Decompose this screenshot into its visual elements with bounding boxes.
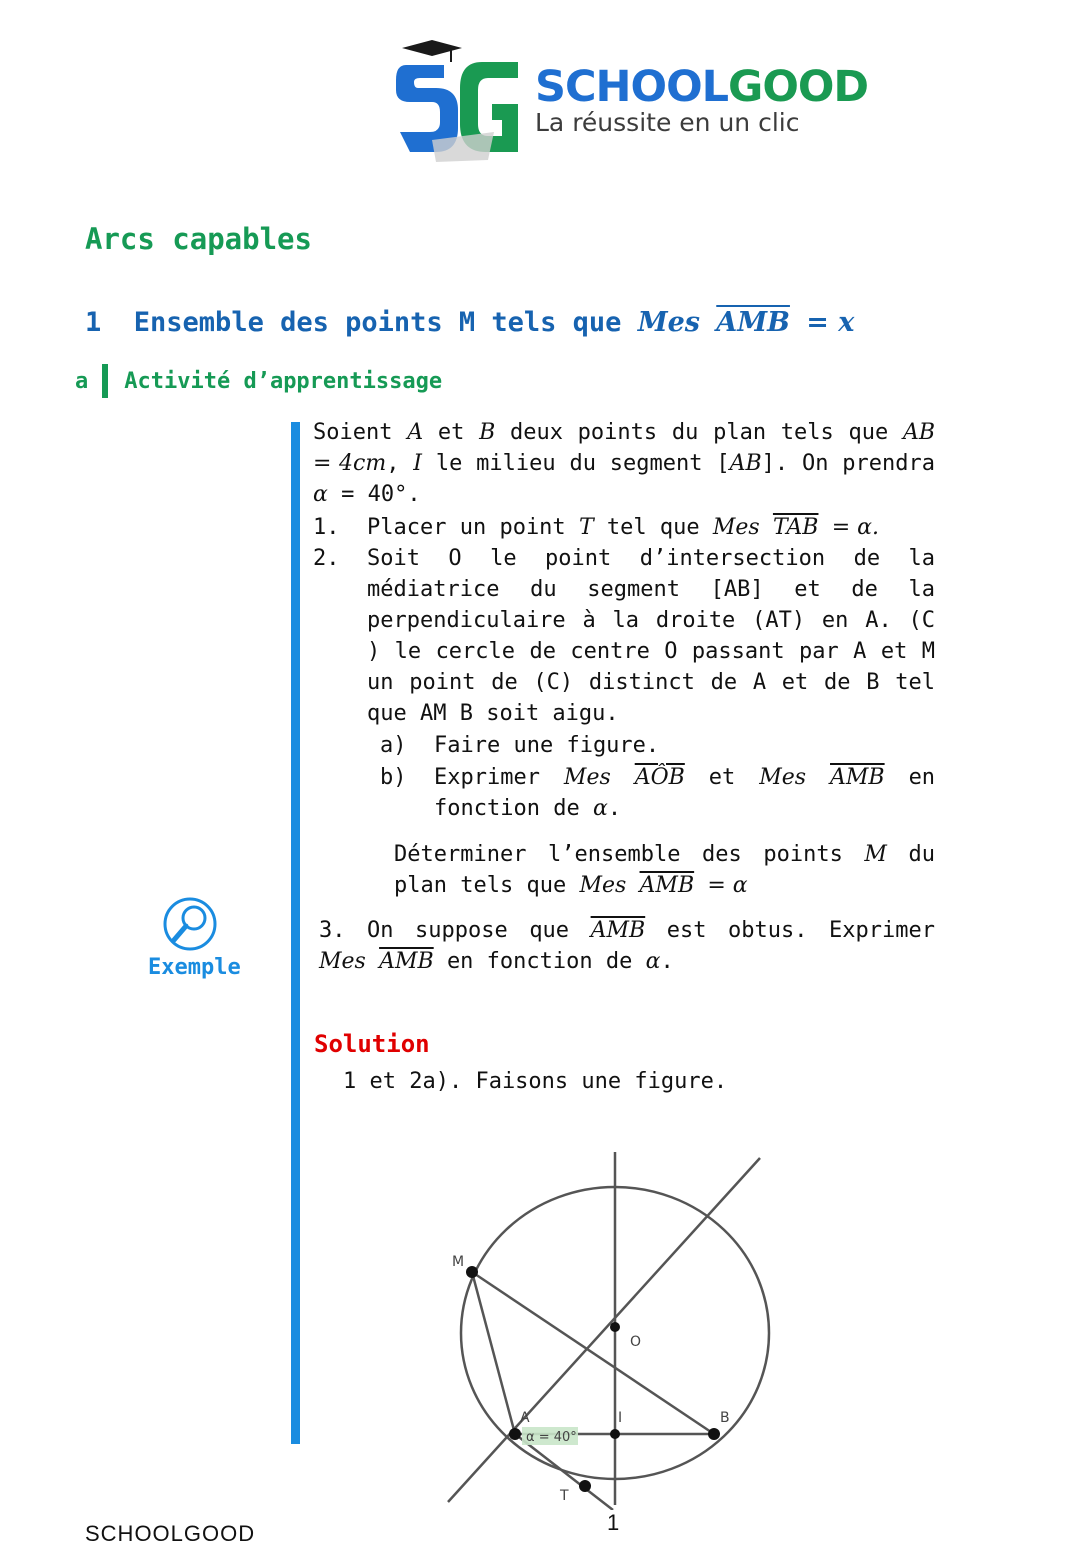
subsection-letter: a bbox=[75, 368, 89, 394]
label-i: I bbox=[618, 1410, 623, 1426]
page-number: 1 bbox=[607, 1510, 620, 1535]
sg-logo-icon bbox=[392, 40, 532, 165]
point-t bbox=[579, 1480, 591, 1492]
point-a bbox=[509, 1428, 521, 1440]
question-end: . bbox=[660, 949, 674, 974]
question-text: Placer un point bbox=[367, 515, 566, 540]
brand-tagline: La réussite en un clic bbox=[535, 108, 800, 137]
magnifier-icon bbox=[162, 896, 218, 952]
question-text: du plan tels que bbox=[394, 842, 936, 898]
label-m: M bbox=[452, 1254, 465, 1270]
formula-mes: Mes bbox=[712, 515, 760, 540]
question-text: Soit O le point d’intersection de la médiatrice du segment [AB] et de la perpendiculaire à la droite (AT) en A. (C ) le cercle de centre O passant par A et M un point de (C) distinct de A et de B tel que AM B soit aigu. bbox=[367, 546, 935, 726]
formula-angle: $\overline{AMB}$ bbox=[379, 949, 434, 974]
section-text: Ensemble des points M tels que bbox=[133, 307, 622, 338]
label-a: A bbox=[520, 1410, 530, 1426]
intro-text: le milieu du segment [ bbox=[435, 451, 730, 476]
subquestion-text: et bbox=[708, 765, 736, 790]
label-b: B bbox=[720, 1410, 730, 1426]
question-text: en fonction de bbox=[446, 949, 633, 974]
intro-point-b: B bbox=[479, 420, 496, 445]
section-formula-angle: $\overline{AMB}$ bbox=[716, 307, 790, 338]
formula-mes: Mes bbox=[319, 949, 366, 974]
question-text: 3. On suppose que bbox=[319, 918, 570, 943]
point-b bbox=[708, 1428, 720, 1440]
example-side-bar bbox=[291, 422, 300, 1444]
point-o bbox=[610, 1322, 620, 1332]
subquestion-text: Faire une figure. bbox=[434, 733, 660, 758]
label-o: O bbox=[630, 1334, 642, 1350]
question-point-t: T bbox=[578, 515, 594, 540]
intro-text: Soient bbox=[313, 420, 393, 445]
formula-mes: Mes bbox=[579, 873, 627, 898]
intro-segment: AB bbox=[729, 451, 762, 476]
brand-name bbox=[535, 62, 868, 112]
document-title: Arcs capables bbox=[85, 222, 312, 256]
section-formula-mes: Mes bbox=[637, 307, 700, 338]
question-2 bbox=[313, 543, 935, 729]
label-t: T bbox=[560, 1488, 569, 1504]
intro-text: et bbox=[437, 420, 465, 445]
footer-brand: SCHOOLGOOD bbox=[85, 1521, 256, 1546]
question-point-m: M bbox=[864, 842, 887, 867]
formula-rest: = α bbox=[707, 873, 748, 898]
formula-angle: $\overline{AÔB}$ bbox=[634, 765, 685, 790]
formula-rest: = α. bbox=[831, 515, 879, 540]
subquestion-text: Exprimer bbox=[434, 765, 540, 790]
formula-alpha: α bbox=[592, 796, 608, 821]
formula-mes: Mes bbox=[563, 765, 611, 790]
solution-text: 1 et 2a). Faisons une figure. bbox=[343, 1069, 728, 1094]
question-text: tel que bbox=[606, 515, 700, 540]
formula-alpha: α bbox=[645, 949, 661, 974]
angle-label: α = 40° bbox=[526, 1430, 577, 1445]
example-label: Exemple bbox=[148, 955, 241, 980]
subquestion-label: b) bbox=[380, 765, 407, 790]
subquestion-end: . bbox=[607, 796, 622, 821]
question-2a bbox=[380, 730, 935, 761]
intro-text: = 40°. bbox=[341, 482, 421, 507]
point-m bbox=[466, 1266, 478, 1278]
intro-text: deux points du plan tels que bbox=[509, 420, 889, 445]
brand-good: GOOD bbox=[728, 62, 869, 112]
section-number: 1 bbox=[85, 307, 102, 338]
line-through-a-and-o bbox=[448, 1158, 760, 1502]
question-1 bbox=[313, 512, 935, 543]
formula-mes: Mes bbox=[759, 765, 807, 790]
question-text: Déterminer l’ensemble des points bbox=[394, 842, 843, 867]
subsection-bar bbox=[102, 364, 108, 398]
section-formula-rest: = x bbox=[806, 307, 855, 338]
intro-point-i: I bbox=[413, 451, 422, 476]
question-2b bbox=[380, 762, 935, 824]
exercise-intro bbox=[313, 417, 935, 510]
question-number: 2. bbox=[313, 546, 340, 571]
subsection-heading bbox=[75, 364, 442, 398]
formula-angle: $\overline{TAB}$ bbox=[772, 515, 819, 540]
intro-comma: , bbox=[386, 451, 400, 476]
intro-ab-length: AB = 4cm bbox=[313, 420, 936, 476]
intro-alpha: α bbox=[313, 482, 328, 507]
brand-school: SCHOOL bbox=[535, 62, 729, 112]
geometry-figure bbox=[430, 1150, 782, 1510]
intro-point-a: A bbox=[407, 420, 424, 445]
section-heading bbox=[85, 307, 854, 338]
question-3 bbox=[319, 915, 935, 977]
subsection-title: Activité d’apprentissage bbox=[124, 368, 443, 394]
point-i bbox=[610, 1429, 620, 1439]
formula-angle: $\overline{AMB}$ bbox=[830, 765, 885, 790]
intro-text: ]. On prendra bbox=[761, 451, 936, 476]
subquestion-label: a) bbox=[380, 733, 407, 758]
solution-label: Solution bbox=[314, 1030, 430, 1058]
formula-angle: $\overline{AMB}$ bbox=[639, 873, 695, 898]
question-determine bbox=[394, 839, 935, 901]
subquestion-text: en fonction de bbox=[434, 765, 936, 821]
formula-angle: $\overline{AMB}$ bbox=[590, 918, 646, 943]
question-text: est obtus. Exprimer bbox=[666, 918, 935, 943]
question-number: 1. bbox=[313, 515, 340, 540]
